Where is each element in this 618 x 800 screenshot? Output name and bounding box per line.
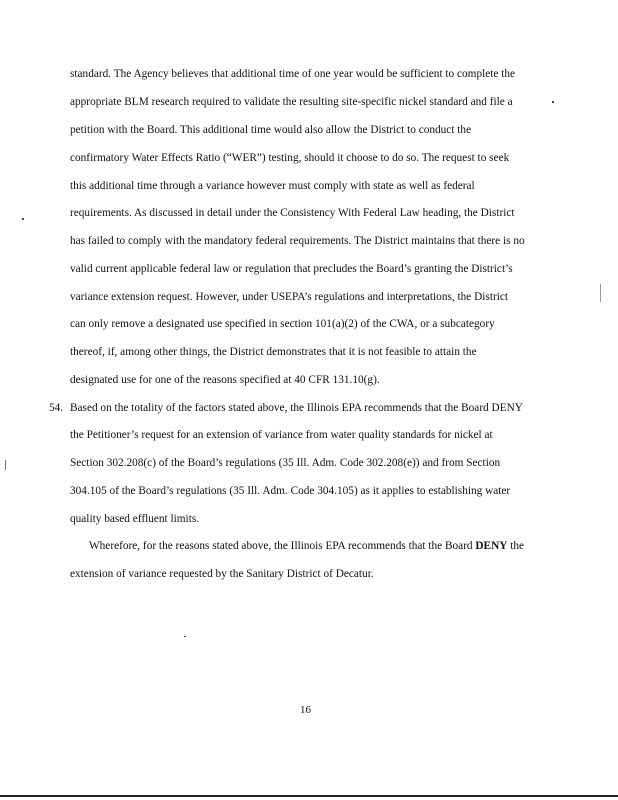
- conclusion-line: extension of variance requested by the Sanitary District of Decatur.: [70, 568, 374, 580]
- body-line: petition with the Board. This additional time would also allow the District to conduct the: [70, 124, 472, 136]
- body-line: can only remove a designated use specified in section 101(a)(2) of the CWA, or a subcategory: [70, 318, 495, 330]
- body-line: standard. The Agency believes that additional time of one year would be sufficient to complete the: [70, 68, 516, 80]
- body-line: confirmatory Water Effects Ratio (“WER”) testing, should it choose to do so. The request to seek: [70, 152, 510, 164]
- body-line: variance extension request. However, under USEPA’s regulations and interpretations, the District: [70, 291, 509, 303]
- body-line: Based on the totality of the factors stated above, the Illinois EPA recommends that the Board DENY: [70, 402, 523, 414]
- conclusion-line: [89, 539, 524, 553]
- scan-mark: [5, 460, 6, 470]
- body-line: 304.105 of the Board’s regulations (35 Ill. Adm. Code 304.105) as it applies to establishing water: [70, 485, 511, 497]
- scan-edge: [0, 795, 618, 797]
- conclusion-text: Wherefore, for the reasons stated above, the Illinois EPA recommends that the Board: [89, 540, 476, 552]
- body-line: thereof, if, among other things, the District demonstrates that it is not feasible to attain the: [70, 346, 477, 358]
- scan-speck: [22, 218, 24, 220]
- body-line: designated use for one of the reasons specified at 40 CFR 131.10(g).: [70, 374, 380, 386]
- body-line: quality based effluent limits.: [70, 513, 200, 525]
- scan-speck: [552, 101, 554, 103]
- paragraph-number: 54.: [49, 402, 64, 414]
- body-line: Section 302.208(c) of the Board’s regulations (35 Ill. Adm. Code 302.208(e)) and from Section: [70, 457, 501, 469]
- body-line: has failed to comply with the mandatory federal requirements. The District maintains that there is no: [70, 235, 525, 247]
- body-line: appropriate BLM research required to validate the resulting site-specific nickel standard and file a: [70, 96, 513, 108]
- page-number: 16: [300, 704, 311, 716]
- body-line: requirements. As discussed in detail under the Consistency With Federal Law heading, the District: [70, 207, 515, 219]
- conclusion-text-end: the: [507, 540, 525, 552]
- scan-speck: [184, 636, 186, 637]
- deny-emphasis: DENY: [475, 540, 508, 552]
- scan-mark: [600, 284, 601, 302]
- body-line: valid current applicable federal law or regulation that precludes the Board’s granting the District’s: [70, 263, 513, 275]
- body-line: the Petitioner’s request for an extension of variance from water quality standards for nickel at: [70, 429, 493, 441]
- body-line: this additional time through a variance however must comply with state as well as federal: [70, 180, 475, 192]
